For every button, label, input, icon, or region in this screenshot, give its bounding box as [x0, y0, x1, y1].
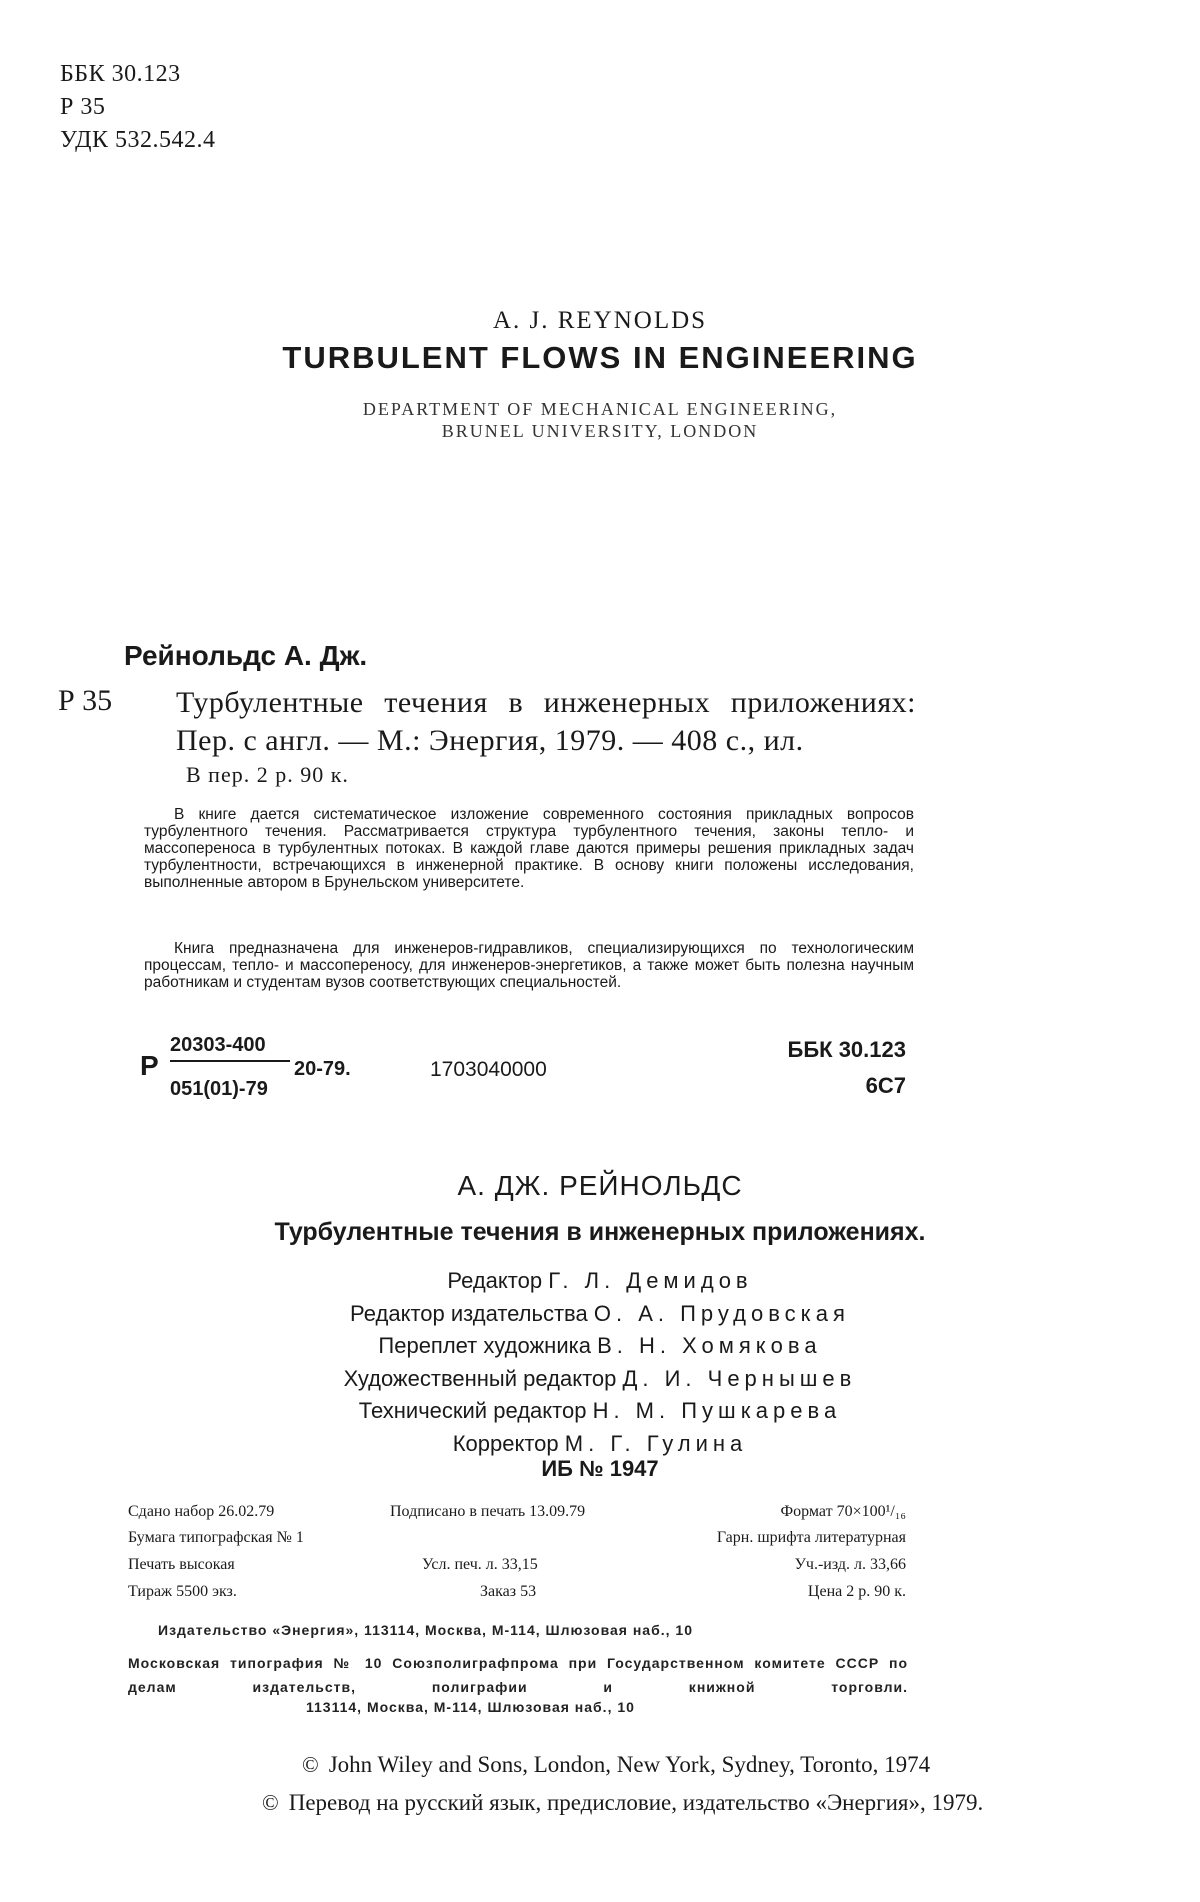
publisher-address: Издательство «Энергия», 113114, Москва, М-114, Шлюзовая наб., 10: [158, 1622, 693, 1638]
annotation-text-1: В книге дается систематическое изложение современного состояния прикладных вопросов турбулентного течения. Рассматривается структура турбулентного течения, законы тепло- и массопереноса в турбулентных потоках. В каждой главе даются примеры решения прикладных задач турбулентности, встречающихся в инженерной практике. В основу книги положены исследования, выполненные автором в Брунельском университете.: [144, 806, 914, 891]
original-author: A. J. REYNOLDS: [492, 307, 708, 334]
annotation-text-2: Книга предназначена для инженеров-гидравликов, специализирующихся по технологическим процессам, тепло- и массопереносу, для инженеров-энергетиков, а также может быть полезна научным работникам и студентам вузов соответствующих специальностей.: [144, 940, 914, 991]
tech-printing: Печать высокая: [128, 1556, 235, 1573]
annotation-paragraph-1: [144, 806, 914, 891]
annotation-paragraph-2: [144, 940, 914, 991]
credit-name: Г. Л. Демидов: [548, 1268, 753, 1293]
credit-row: [0, 1363, 1200, 1396]
copyright-icon: ©: [302, 1752, 319, 1777]
copyright-original-text: John Wiley and Sons, London, New York, Sydney, Toronto, 1974: [328, 1752, 931, 1777]
credit-role: Редактор: [447, 1268, 543, 1293]
classification-codes: [60, 58, 215, 157]
price: В пер. 2 р. 90 к.: [186, 762, 349, 787]
original-affiliation: [0, 398, 1200, 442]
index-denominator: 051(01)-79: [170, 1078, 268, 1100]
index-letter: Р: [140, 1050, 159, 1081]
bbk-right-code: ББК 30.123: [787, 1037, 906, 1062]
credit-row: [0, 1298, 1200, 1331]
credit-role: Художественный редактор: [343, 1365, 617, 1391]
tech-print-sheets: Усл. печ. л. 33,15: [422, 1556, 538, 1573]
index-numerator: 20303-400: [170, 1034, 290, 1062]
copyright-translation-text: Перевод на русский язык, предисловие, издательство «Энергия», 1979.: [288, 1790, 984, 1815]
affiliation-line-2: BRUNEL UNIVERSITY, LONDON: [441, 421, 759, 441]
udk-code: УДК 532.542.4: [60, 127, 216, 153]
credits-list: [0, 1265, 1200, 1460]
credit-role: Переплет художника: [378, 1333, 591, 1358]
credit-row: [0, 1330, 1200, 1363]
tech-row-4: [128, 1583, 906, 1609]
catalog-description: Турбулентные течения в инженерных приложениях: Пер. с англ. — М.: Энергия, 1979. — 408 с., ил.: [176, 686, 916, 757]
catalog-author-name: Рейнольдс А. Дж.: [124, 640, 368, 671]
credit-role: Редактор издательства: [350, 1300, 588, 1326]
original-title: TURBULENT FLOWS IN ENGINEERING: [282, 340, 918, 375]
affiliation-line-1: DEPARTMENT OF MECHANICAL ENGINEERING,: [362, 399, 838, 419]
index-serial: 1703040000: [430, 1058, 547, 1081]
printer-address: 113114, Москва, М-114, Шлюзовая наб., 10: [306, 1699, 635, 1715]
copyright-icon: ©: [262, 1790, 279, 1815]
tech-row-2: [128, 1529, 906, 1555]
tech-price: Цена 2 р. 90 к.: [807, 1583, 906, 1600]
credit-name: Н. М. Пушкарева: [592, 1398, 842, 1423]
tech-typeset-date: Сдано набор 26.02.79: [128, 1503, 275, 1520]
tech-typeface: Гарн. шрифта литературная: [716, 1529, 906, 1546]
tech-signed-date: Подписано в печать 13.09.79: [390, 1503, 586, 1520]
tech-row-1: [128, 1503, 906, 1529]
tech-order: Заказ 53: [480, 1583, 537, 1600]
credit-role: Технический редактор: [358, 1398, 587, 1423]
copyright-original: [302, 1752, 930, 1778]
catalog-code: Р 35: [58, 684, 113, 717]
credit-name: О. А. Прудовская: [593, 1300, 850, 1326]
tech-paper: Бумага типографская № 1: [128, 1529, 304, 1546]
russian-title: Турбулентные течения в инженерных приложениях.: [274, 1218, 926, 1246]
printer-info: Московская типография № 10 Союзполиграфпрома при Государственном комитете СССР по делам издательств, полиграфии и книжной торговли.: [128, 1655, 908, 1695]
credit-role: Корректор: [452, 1430, 559, 1456]
copyright-translation: [262, 1790, 983, 1816]
credit-name: М. Г. Гулина: [564, 1430, 748, 1456]
tech-pub-sheets: Уч.-изд. л. 33,66: [794, 1556, 906, 1573]
index-suffix: 20-79.: [294, 1058, 351, 1080]
ib-number: ИБ № 1947: [541, 1456, 659, 1481]
tech-format: Формат 70×100¹/₁₆: [780, 1503, 906, 1520]
credit-row: [0, 1395, 1200, 1428]
credit-name: Д. И. Чернышев: [622, 1365, 857, 1391]
bbk-code: ББК 30.123: [60, 61, 181, 87]
russian-author: А. ДЖ. РЕЙНОЛЬДС: [457, 1170, 743, 1201]
bbk-right-block: [760, 1032, 906, 1104]
tech-row-3: [128, 1556, 906, 1582]
tech-circulation: Тираж 5500 экз.: [128, 1583, 237, 1600]
bbk-right-sub: 6С7: [865, 1073, 906, 1098]
author-mark: Р 35: [60, 94, 106, 120]
credit-name: В. Н. Хомякова: [597, 1333, 822, 1358]
credit-row: [0, 1265, 1200, 1298]
